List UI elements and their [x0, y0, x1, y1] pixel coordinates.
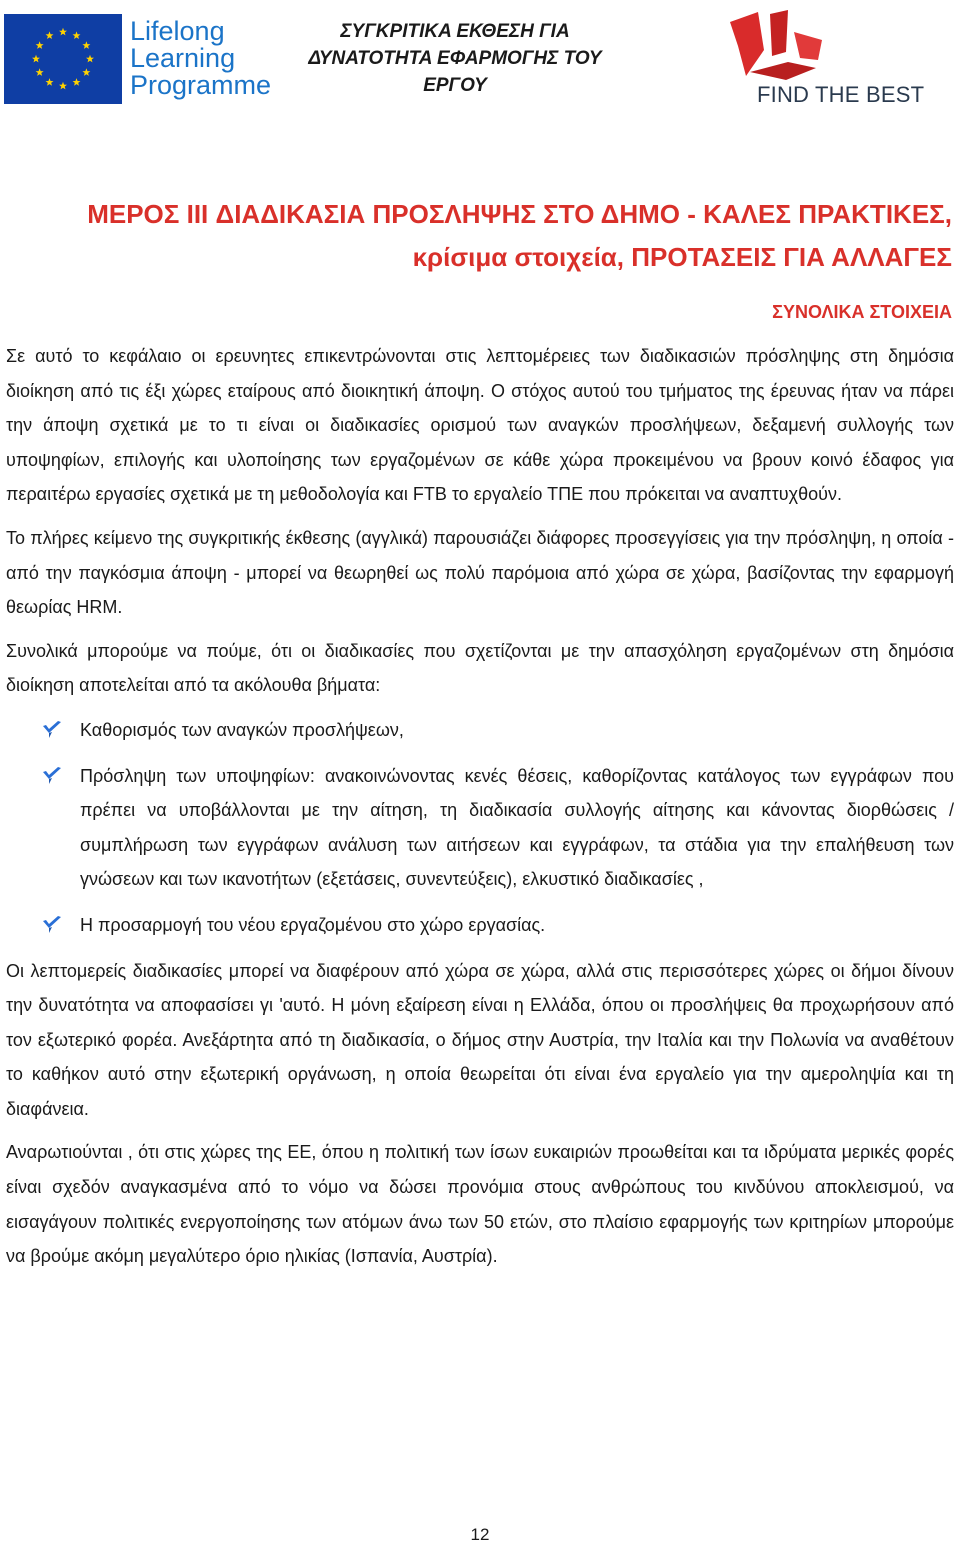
eu-star-icon	[86, 55, 94, 63]
section-heading-line: κρίσιμα στοιχεία, ΠΡΟΤΑΣΕΙΣ ΓΙΑ ΑΛΛΑΓΕΣ	[412, 242, 952, 272]
body-paragraph: Οι λεπτομερείς διαδικασίες μπορεί να διαφέρουν από χώρα σε χώρα, αλλά στις περισσότερες χώρες οι δήμοι δίνουν την δυνατότητα να αποφασίσει γι 'αυτό. Η μόνη εξαίρεση είναι η Ελλάδα, όπου οι προσλήψεις θα προχωρήσουν από τον εξωτερικό φορέα. Ανεξάρτητα από τη διαδικασία, ο δήμος στην Αυστρία, την Ιταλία και την Πολωνία να αναθέτουν το καθήκον αυτό στην εξωτερική οργάνωση, η οποία θεωρείται ότι είναι ένα εργαλείο για την αμεροληψία και τη διαφάνεια.	[6, 960, 954, 1119]
steps-list	[6, 713, 954, 943]
eu-stars-icon	[4, 14, 122, 104]
eu-star-icon	[82, 41, 90, 49]
eu-star-icon	[59, 28, 67, 36]
llp-logo-line: Programme	[130, 70, 272, 100]
eu-star-icon	[73, 31, 81, 39]
llp-logo-line: Lifelong	[130, 16, 225, 46]
checkmark-bullet-icon	[42, 721, 62, 739]
eu-star-icon	[32, 55, 40, 63]
section-subheading: ΣΥΝΟΛΙΚΑ ΣΤΟΙΧΕΙΑ	[772, 302, 952, 322]
section-heading	[0, 193, 952, 279]
list-item	[6, 759, 954, 897]
body-paragraph: Συνολικά μπορούμε να πούμε, ότι οι διαδικασίες που σχετίζονται με την απασχόληση εργαζομένων στη δημόσια διοίκηση αποτελείται από τα ακόλουθα βήματα:	[6, 640, 954, 696]
list-item-text: Η προσαρμογή του νέου εργαζομένου στο χώρο εργασίας.	[80, 914, 546, 935]
document-title	[300, 18, 610, 99]
checkmark-bullet-icon	[42, 916, 62, 934]
eu-star-icon	[36, 41, 44, 49]
document-title-line: ΣΥΓΚΡΙΤΙΚΑ ΕΚΘΕΣΗ ΓΙΑ	[340, 21, 570, 42]
section-heading-line: ΜΕΡΟΣ III ΔΙΑΔΙΚΑΣΙΑ ΠΡΟΣΛΗΨΗΣ ΣΤΟ ΔΗΜΟ - ΚΑΛΕΣ ΠΡΑΚΤΙΚΕΣ,	[87, 199, 952, 229]
page-number: 12	[470, 1525, 490, 1544]
eu-star-icon	[46, 78, 54, 86]
eu-star-icon	[46, 31, 54, 39]
eu-star-icon	[73, 78, 81, 86]
document-title-line: ΕΡΓΟΥ	[423, 75, 487, 96]
ftb-emblem-icon	[728, 10, 943, 82]
checkmark-bullet-icon	[42, 767, 62, 785]
ftb-logo-text: FIND THE BEST	[757, 82, 925, 107]
body-paragraph: Το πλήρες κείμενο της συγκριτικής έκθεσης (αγγλικά) παρουσιάζει διάφορες προσεγγίσεις για την πρόσληψη, η οποία - από την παγκόσμια άποψη - μπορεί να θεωρηθεί ως πολύ παρόμοια από χώρα σε χώρα, βασίζοντας την εφαρμογή θεωρίας HRM.	[6, 527, 954, 618]
list-item-text: Καθορισμός των αναγκών προσλήψεων,	[80, 719, 404, 740]
document-body	[6, 339, 954, 1274]
eu-star-icon	[59, 82, 67, 90]
document-title-line: ΔΥΝΑΤΟΤΗΤΑ ΕΦΑΡΜΟΓΗΣ ΤΟΥ	[308, 48, 602, 69]
llp-logo-text	[130, 18, 270, 99]
eu-flag-icon	[4, 14, 122, 104]
list-item-text: Πρόσληψη των υποψηφίων: ανακοινώνοντας κενές θέσεις, καθορίζοντας κατάλογος των εγγράφων που πρέπει να υποβάλλονται με την αίτηση, τη διαδικασία συλλογής αίτησης και κάνοντας διορθώσεις / συμπλήρωση των εγγράφων ανάλυση των αιτήσεων και εγγράφων, τα στάδια για την επαλήθευση των γνώσεων και των ικανοτήτων (εξετάσεις, συνεντεύξεις), ελκυστικό διαδικασίες ,	[80, 765, 954, 890]
list-item	[6, 908, 954, 943]
list-item	[6, 713, 954, 748]
body-paragraph: Σε αυτό το κεφάλαιο οι ερευνητες επικεντρώνονται στις λεπτομέρειες των διαδικασιών πρόσληψης στη δημόσια διοίκηση από τις έξι χώρες εταίρους από διοικητική άποψη. Ο στόχος αυτού του τμήματος της έρευνας ήταν να πάρει την άποψη σχετικά με το τι είναι οι διαδικασίες ορισμού των αναγκών προσλήψεων, δεξαμενή συλλογής των υποψηφίων, επιλογής και υλοποίησης των εργαζομένων σε κάθε χώρα προκειμένου να βρουν κοινό έδαφος για περαιτέρω εργασίες σχετικά με τη μεθοδολογία και FTB το εργαλείο ΤΠΕ που πρόκειται να αναπτυχθούν.	[6, 346, 954, 505]
eu-star-icon	[36, 68, 44, 76]
eu-star-icon	[82, 68, 90, 76]
body-paragraph: Αναρωτιούνται , ότι στις χώρες της ΕΕ, όπου η πολιτική των ίσων ευκαιριών προωθείται και τα ιδρύματα μερικές φορές είναι σχεδόν αναγκασμένα από το νόμο να δώσει προνόμια στους ανθρώπους του κινδύνου αποκλεισμού, να εισαγάγουν πολιτικές ενεργοποίησης των ατόμων άνω των 50 ετών, στο πλαίσιο εφαρμογής των κριτηρίων μπορούμε να βρούμε ακόμη μεγαλύτερο όριο ηλικίας (Ισπανία, Αυστρία).	[6, 1142, 954, 1267]
lifelong-learning-programme-logo	[4, 14, 272, 104]
llp-logo-line: Learning	[130, 43, 236, 73]
